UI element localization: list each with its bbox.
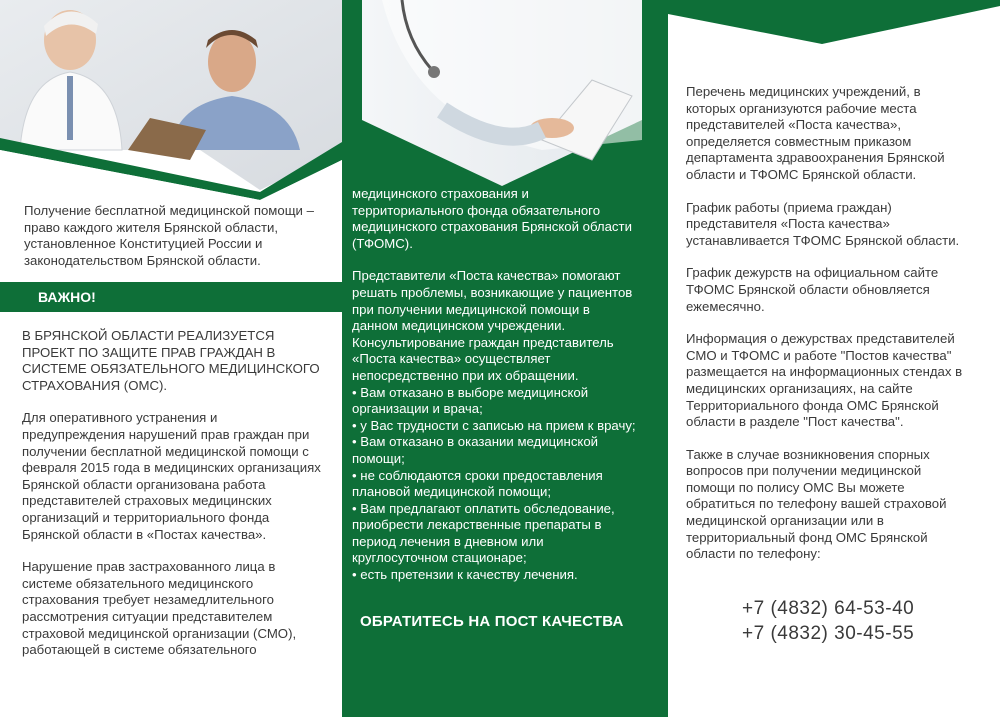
project-heading: В БРЯНСКОЙ ОБЛАСТИ РЕАЛИЗУЕТСЯ ПРОЕКТ ПО ЗАЩИТЕ ПРАВ ГРАЖДАН В СИСТЕМЕ ОБЯЗАТЕЛЬНОГО МЕДИЦИНСКОГО СТРАХОВАНИЯ (ОМС).	[22, 328, 320, 393]
panel1-body	[22, 328, 322, 675]
important-label: ВАЖНО!	[38, 289, 96, 305]
tfoms-text: медицинского страхования и территориального фонда обязательного медицинского страхования Брянской области (ТФОМС).	[352, 186, 632, 251]
call-to-action: ОБРАТИТЕСЬ НА ПОСТ КАЧЕСТВА	[360, 613, 624, 630]
photo-doctor-patient	[0, 0, 342, 200]
institutions-text: Перечень медицинских учреждений, в которых организуются рабочие места представителей «Поста качества», определяется совместным приказом департамента здравоохранения Брянской области и ТФОМС Брянской области.	[686, 84, 945, 182]
list-item: • у Вас трудности с записью на прием к врачу;	[352, 418, 637, 435]
phone-2[interactable]: +7 (4832) 30-45-55	[742, 623, 915, 644]
important-banner	[0, 282, 342, 312]
info-stands-text: Информация о дежурствах представителей СМО и ТФОМС и работе "Постов качества" размещается на информационных стендах в медицинских организациях, на сайте Территориального фонда ОМС Брянской области в разделе "Пост качества".	[686, 331, 963, 430]
panel-left	[0, 0, 342, 717]
schedule-text: График работы (приема граждан) представителя «Поста качества» устанавливается ТФОМС Брянской области.	[686, 199, 960, 248]
intro-text: Получение бесплатной медицинской помощи – право каждого жителя Брянской области, установленное Конституцией России и законодательством Брянской области.	[24, 203, 314, 268]
violation-text: Нарушение прав застрахованного лица в системе обязательного медицинского страхования требует незамедлительного рассмотрения ситуации представителем страховой медицинской организации (СМО), работающей в системе обязательного	[22, 559, 297, 658]
panel3-body	[686, 84, 971, 579]
list-item: • Вам отказано в оказании медицинской помощи;	[352, 434, 637, 467]
phone-numbers	[742, 596, 914, 646]
duty-schedule-text: График дежурств на официальном сайте ТФОМС Брянской области обновляется ежемесячно.	[686, 265, 939, 314]
panel2-body	[352, 186, 637, 584]
list-item: • есть претензии к качеству лечения.	[352, 567, 637, 584]
quality-post-intro: Представители «Поста качества» помогают решать проблемы, возникающие у пациентов при получении медицинской помощи в данном медицинском учреждении. Консультирование граждан представитель «Поста качества» осуществляет непосредственно при их обращении.	[352, 268, 633, 383]
panel-middle	[342, 0, 642, 717]
problem-list	[352, 385, 637, 584]
disputes-text: Также в случае возникновения спорных вопросов при получении медицинской помощи по полису ОМС Вы можете обратиться по телефону вашей страховой медицинской организации или в территориальный фонд ОМС Брянской области по телефону:	[686, 446, 947, 562]
photo-doctor-tablet	[342, 0, 642, 200]
phone-1[interactable]: +7 (4832) 64-53-40	[742, 598, 915, 619]
project-description: Для оперативного устранения и предупреждения нарушений прав граждан при получении бесплатной медицинской помощи с февраля 2015 года в медицинских организациях Брянской области организована работа представителей страховых медицинских организаций и территориального фонда Брянской области в «Постах качества».	[22, 410, 321, 542]
list-item: • Вам отказано в выборе медицинской организации и врача;	[352, 385, 637, 418]
panel-right	[642, 0, 1000, 717]
list-item: • Вам предлагают оплатить обследование, приобрести лекарственные препараты в период лечения в дневном или круглосуточном стационаре;	[352, 501, 637, 567]
list-item: • не соблюдаются сроки предоставления плановой медицинской помощи;	[352, 468, 637, 501]
